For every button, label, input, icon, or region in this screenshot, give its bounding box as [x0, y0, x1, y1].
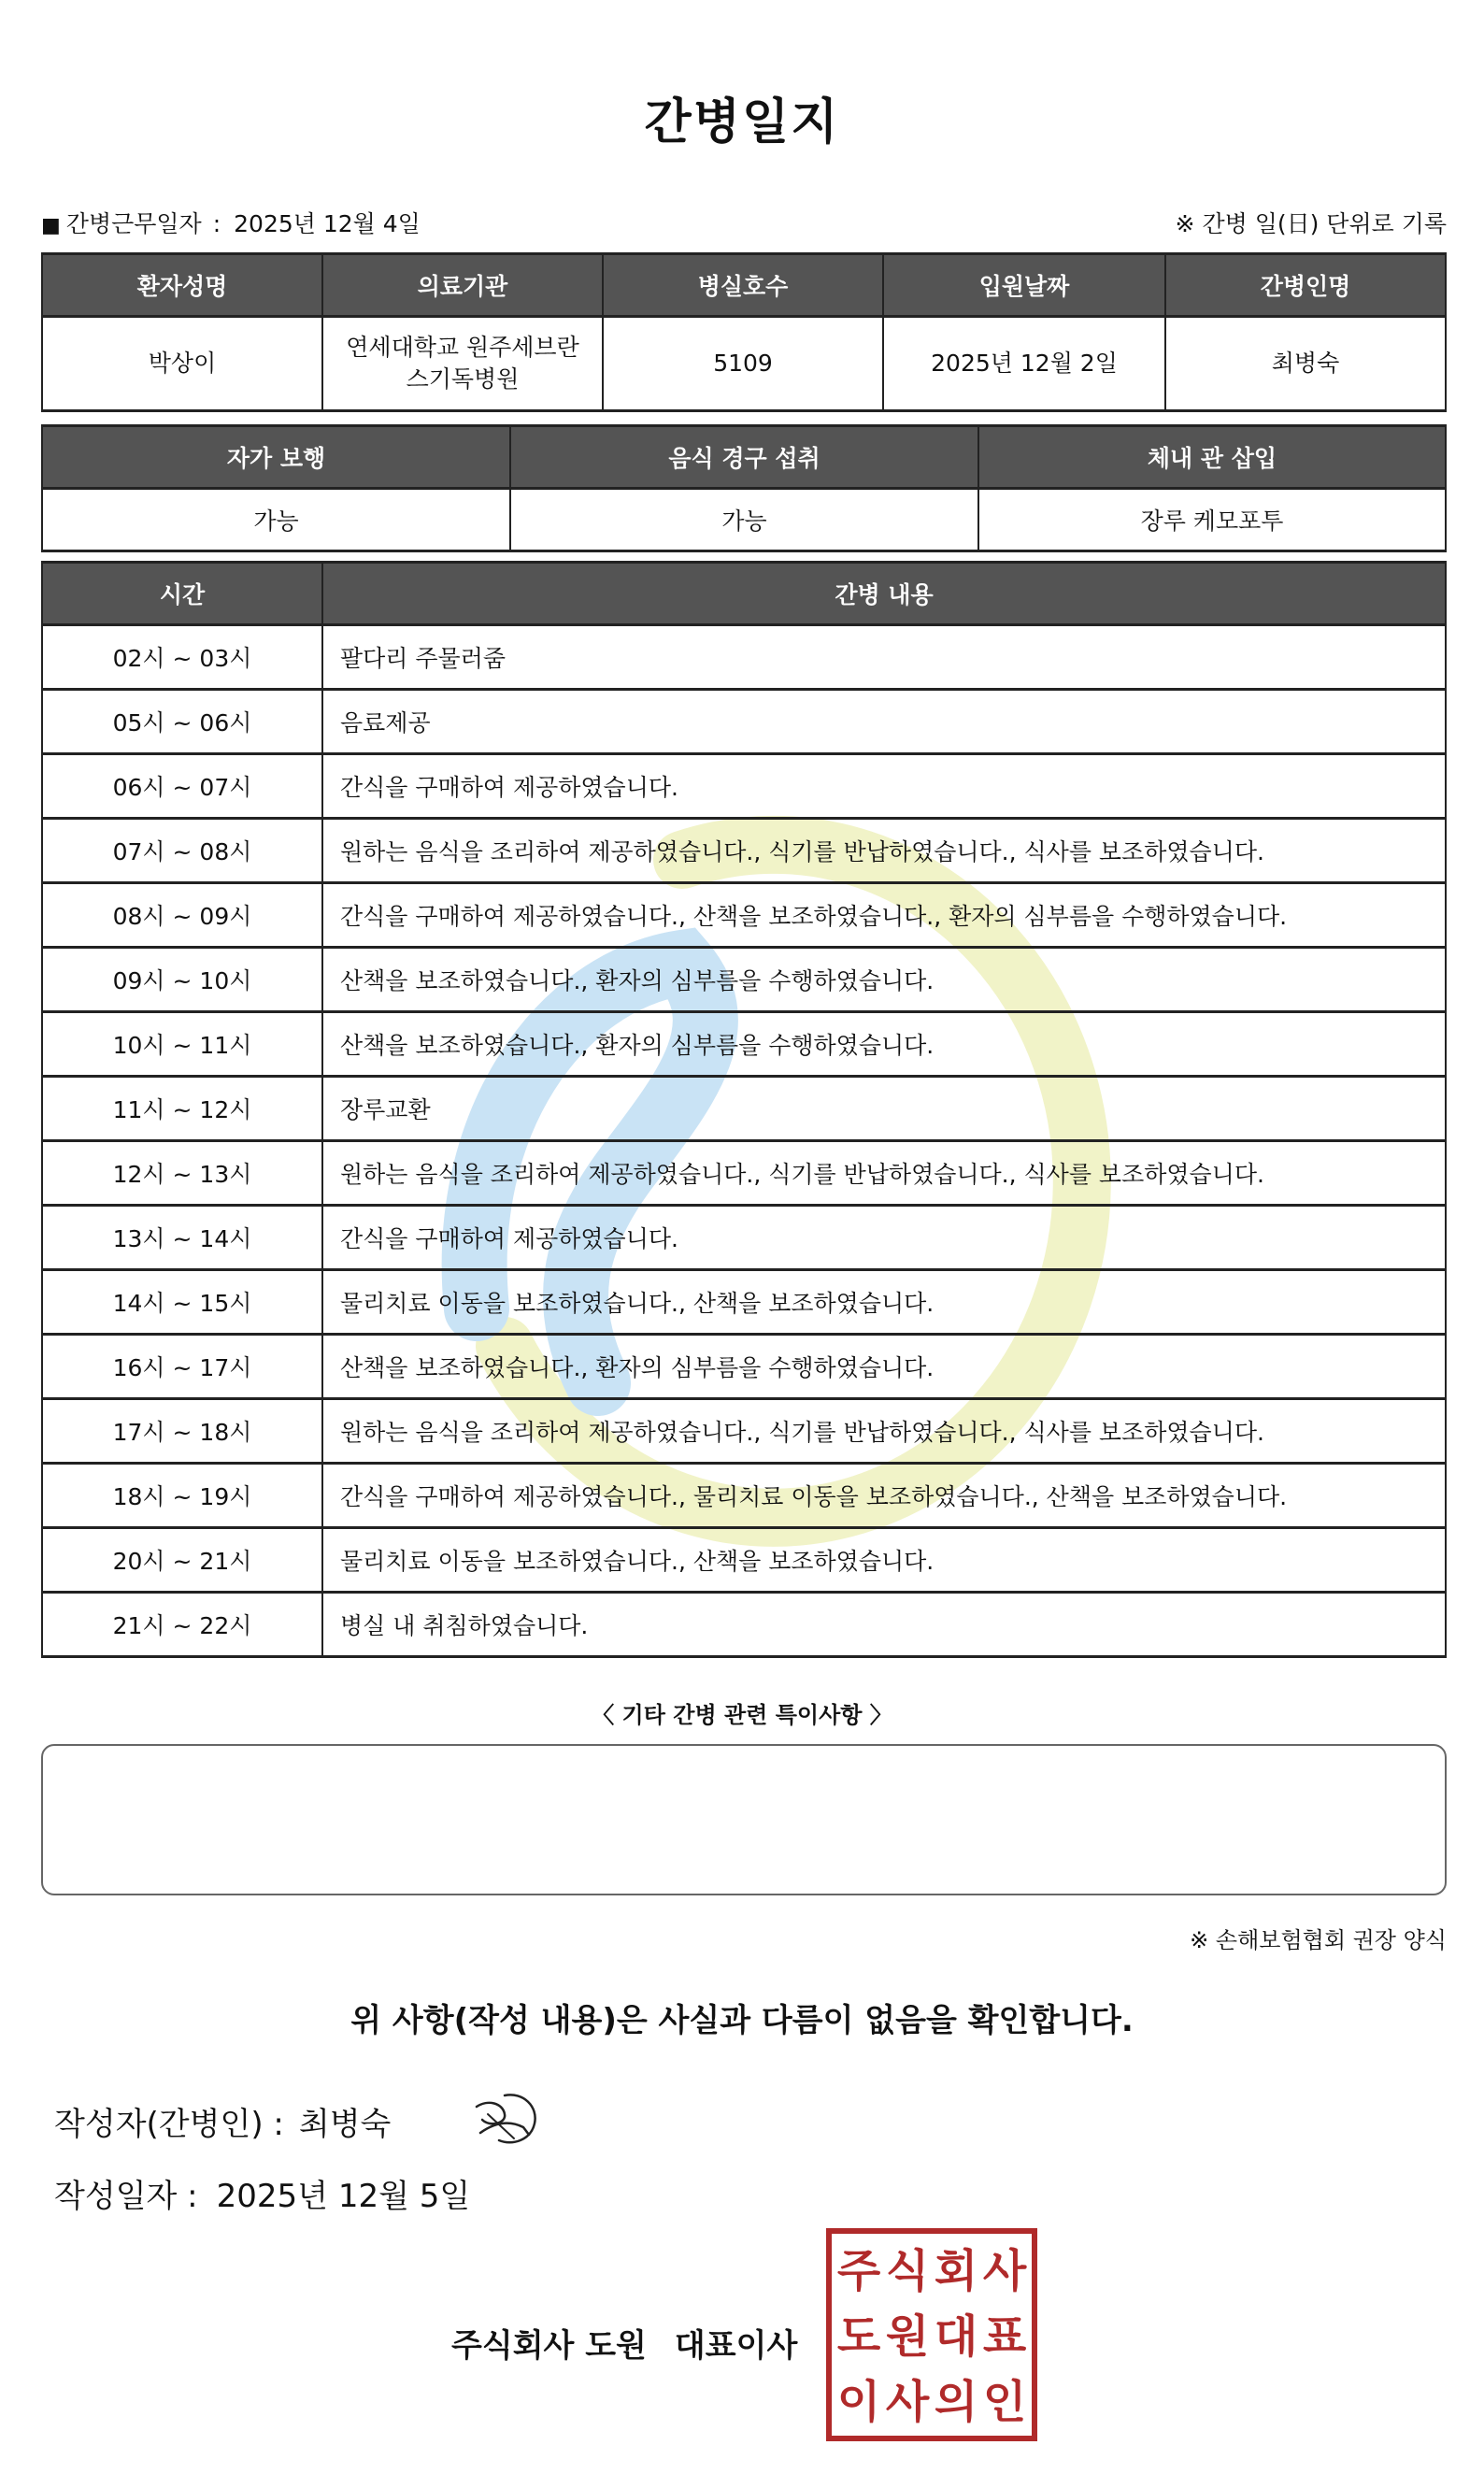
care-log-row	[41, 1268, 1447, 1333]
care-log-row	[41, 1139, 1447, 1204]
care-time-cell: 08시 ~ 09시	[41, 881, 321, 946]
care-time-cell: 07시 ~ 08시	[41, 817, 321, 881]
oral-intake-value: 가능	[509, 487, 977, 552]
care-time-cell: 09시 ~ 10시	[41, 946, 321, 1010]
care-log-row	[41, 1462, 1447, 1526]
care-content-cell: 간식을 구매하여 제공하였습니다., 산책을 보조하였습니다., 환자의 심부름을 수행하였습니다.	[321, 881, 1447, 946]
seal-glyph: 회	[934, 2245, 978, 2297]
seal-glyph: 식	[885, 2245, 930, 2297]
record-note: ※ 간병 일(日) 단위로 기록	[1175, 210, 1447, 237]
tube-insertion-value: 장루 케모포투	[977, 487, 1447, 552]
work-date-label: 간병근무일자	[65, 210, 202, 237]
patient-status-value-row	[41, 487, 1447, 552]
care-log-row	[41, 688, 1447, 752]
header-room-number: 병실호수	[602, 252, 882, 315]
patient-info-value-row	[41, 315, 1447, 412]
form-source-note: ※ 손해보험협회 권장 양식	[1190, 1927, 1447, 1953]
care-content-cell: 간식을 구매하여 제공하였습니다.	[321, 752, 1447, 817]
care-log-row	[41, 1591, 1447, 1658]
care-time-cell: 02시 ~ 03시	[41, 623, 321, 688]
care-log-row	[41, 1010, 1447, 1075]
room-number-value: 5109	[602, 315, 882, 412]
care-log-row	[41, 1526, 1447, 1591]
care-content-cell: 원하는 음식을 조리하여 제공하였습니다., 식기를 반납하였습니다., 식사를 보조하였습니다.	[321, 1139, 1447, 1204]
writer-label: 작성자(간병인) :	[54, 2106, 284, 2143]
confirmation-statement: 위 사항(작성 내용)은 사실과 다름이 없음을 확인합니다.	[350, 2002, 1134, 2039]
care-time-cell: 12시 ~ 13시	[41, 1139, 321, 1204]
care-log-row	[41, 817, 1447, 881]
care-content-cell: 간식을 구매하여 제공하였습니다.	[321, 1204, 1447, 1268]
care-log-table	[41, 561, 1447, 1658]
care-log-header-row	[41, 561, 1447, 623]
seal-glyph: 주	[836, 2245, 881, 2297]
seal-glyph: 인	[982, 2376, 1027, 2428]
work-date-colon: :	[212, 210, 221, 237]
header-self-walking: 자가 보행	[41, 424, 509, 487]
care-log-row	[41, 1204, 1447, 1268]
care-content-cell: 산책을 보조하였습니다., 환자의 심부름을 수행하였습니다.	[321, 1333, 1447, 1397]
work-date-line	[41, 206, 421, 239]
write-date-label: 작성일자 :	[54, 2178, 198, 2215]
header-caregiver-name: 간병인명	[1164, 252, 1447, 315]
self-walking-value: 가능	[41, 487, 509, 552]
care-content-cell: 원하는 음식을 조리하여 제공하였습니다., 식기를 반납하였습니다., 식사를 보조하였습니다.	[321, 817, 1447, 881]
company-line	[451, 2320, 797, 2366]
header-patient-name: 환자성명	[41, 252, 321, 315]
hospital-value: 연세대학교 원주세브란 스기독병원	[321, 315, 602, 412]
seal-glyph: 도	[836, 2310, 881, 2363]
caregiver-name-value: 최병숙	[1164, 315, 1447, 412]
company-name: 주식회사 도원	[451, 2327, 647, 2365]
seal-glyph: 원	[885, 2310, 930, 2363]
special-notes-box	[41, 1744, 1447, 1895]
care-time-cell: 18시 ~ 19시	[41, 1462, 321, 1526]
work-date-value: 2025년 12월 4일	[234, 210, 421, 237]
care-time-cell: 20시 ~ 21시	[41, 1526, 321, 1591]
patient-name-value: 박상이	[41, 315, 321, 412]
patient-info-header-row	[41, 252, 1447, 315]
seal-glyph: 표	[982, 2310, 1027, 2363]
care-log-row	[41, 1397, 1447, 1462]
seal-glyph: 의	[934, 2376, 978, 2428]
write-date-line	[54, 2170, 470, 2216]
patient-info-table	[41, 252, 1447, 412]
care-time-cell: 14시 ~ 15시	[41, 1268, 321, 1333]
care-time-cell: 16시 ~ 17시	[41, 1333, 321, 1397]
company-representative: 대표이사	[674, 2327, 798, 2365]
care-log-row	[41, 1075, 1447, 1139]
care-log-body	[41, 623, 1447, 1658]
writer-line	[54, 2098, 391, 2144]
header-hospital: 의료기관	[321, 252, 602, 315]
care-time-cell: 11시 ~ 12시	[41, 1075, 321, 1139]
seal-glyph: 이	[836, 2376, 881, 2428]
care-content-cell: 팔다리 주물러줌	[321, 623, 1447, 688]
care-content-cell: 물리치료 이동을 보조하였습니다., 산책을 보조하였습니다.	[321, 1268, 1447, 1333]
care-log-row	[41, 752, 1447, 817]
seal-glyph: 대	[934, 2310, 978, 2363]
writer-name: 최병숙	[298, 2106, 392, 2143]
care-content-cell: 병실 내 취침하였습니다.	[321, 1591, 1447, 1658]
header-time: 시간	[41, 561, 321, 623]
company-seal-stamp	[826, 2228, 1037, 2441]
document-title: 간병일지	[644, 94, 840, 150]
header-oral-intake: 음식 경구 섭취	[509, 424, 977, 487]
care-content-cell: 산책을 보조하였습니다., 환자의 심부름을 수행하였습니다.	[321, 946, 1447, 1010]
admission-date-value: 2025년 12월 2일	[882, 315, 1164, 412]
handwritten-signature	[467, 2086, 542, 2152]
care-time-cell: 05시 ~ 06시	[41, 688, 321, 752]
seal-glyph: 사	[885, 2376, 930, 2428]
care-log-row	[41, 881, 1447, 946]
care-time-cell: 21시 ~ 22시	[41, 1591, 321, 1658]
care-time-cell: 17시 ~ 18시	[41, 1397, 321, 1462]
header-care-content: 간병 내용	[321, 561, 1447, 623]
care-time-cell: 10시 ~ 11시	[41, 1010, 321, 1075]
care-content-cell: 간식을 구매하여 제공하였습니다., 물리치료 이동을 보조하였습니다., 산책을 보조하였습니다.	[321, 1462, 1447, 1526]
seal-glyph: 사	[982, 2245, 1027, 2297]
care-log-row	[41, 623, 1447, 688]
care-content-cell: 장루교환	[321, 1075, 1447, 1139]
care-log-row	[41, 1333, 1447, 1397]
square-bullet-icon: ■	[41, 214, 61, 237]
header-tube-insertion: 체내 관 삽입	[977, 424, 1447, 487]
patient-status-table	[41, 424, 1447, 552]
care-content-cell: 음료제공	[321, 688, 1447, 752]
care-content-cell: 물리치료 이동을 보조하였습니다., 산책을 보조하였습니다.	[321, 1526, 1447, 1591]
care-content-cell: 원하는 음식을 조리하여 제공하였습니다., 식기를 반납하였습니다., 식사를 보조하였습니다.	[321, 1397, 1447, 1462]
header-admission-date: 입원날짜	[882, 252, 1164, 315]
care-time-cell: 13시 ~ 14시	[41, 1204, 321, 1268]
notes-title: 〈 기타 간병 관련 특이사항 〉	[592, 1702, 892, 1728]
write-date-value: 2025년 12월 5일	[216, 2178, 471, 2215]
care-content-cell: 산책을 보조하였습니다., 환자의 심부름을 수행하였습니다.	[321, 1010, 1447, 1075]
care-time-cell: 06시 ~ 07시	[41, 752, 321, 817]
patient-status-header-row	[41, 424, 1447, 487]
care-log-row	[41, 946, 1447, 1010]
